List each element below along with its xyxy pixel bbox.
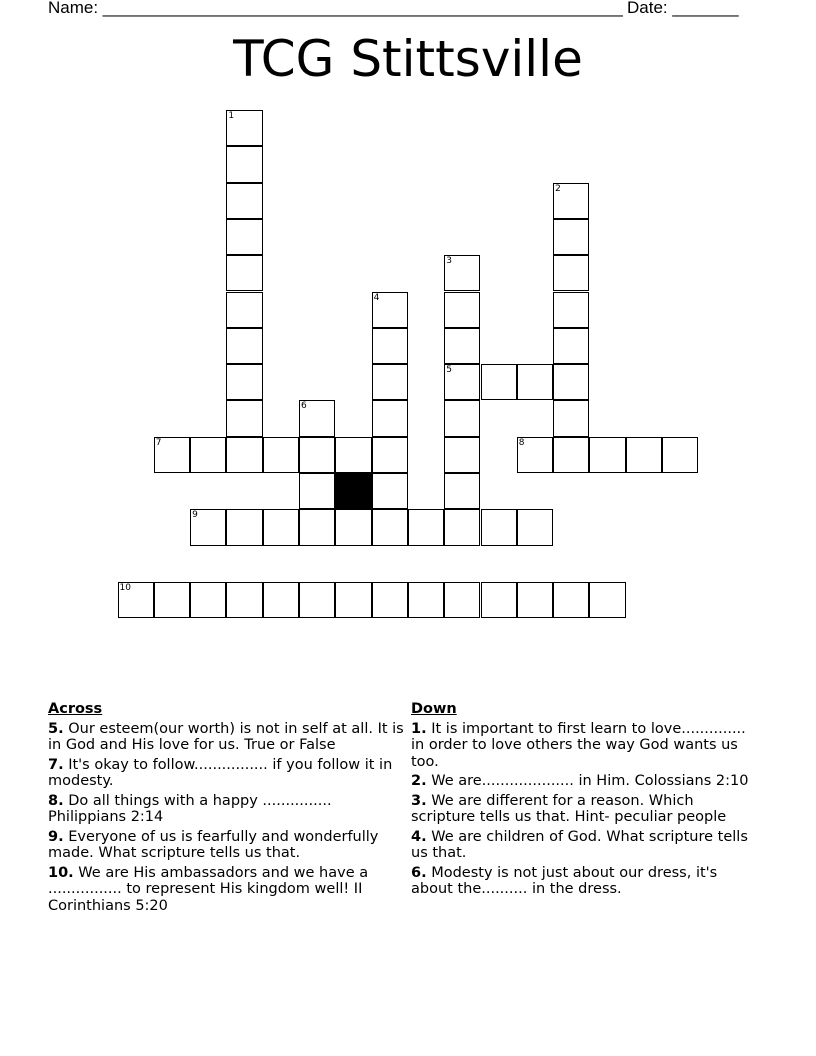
grid-cell[interactable] — [154, 437, 190, 473]
down-clue — [411, 865, 756, 898]
clue-number: 2. — [411, 773, 427, 789]
down-clue — [411, 829, 756, 862]
grid-cell[interactable] — [553, 255, 589, 291]
grid-cell[interactable] — [517, 437, 553, 473]
down-clue — [411, 793, 756, 826]
grid-cell[interactable] — [481, 509, 517, 545]
across-clue — [48, 793, 406, 826]
grid-cell[interactable] — [190, 437, 226, 473]
grid-cell[interactable] — [299, 509, 335, 545]
clue-number: 9. — [48, 828, 64, 845]
grid-cell[interactable] — [553, 582, 589, 618]
clue-number: 4 — [373, 292, 380, 303]
grid-cell[interactable] — [444, 328, 480, 364]
clue-number: 5. — [48, 720, 64, 737]
grid-cell[interactable] — [553, 292, 589, 328]
clue-number: 3. — [411, 792, 427, 809]
clue-number: 7. — [48, 756, 64, 773]
grid-cell[interactable] — [372, 582, 408, 618]
grid-cell[interactable] — [662, 437, 698, 473]
across-clue — [48, 721, 406, 754]
grid-cell[interactable] — [626, 437, 662, 473]
grid-cell[interactable] — [299, 437, 335, 473]
grid-cell[interactable] — [226, 400, 262, 436]
across-heading: Across — [48, 701, 103, 717]
clue-text: It's okay to follow................ if you follow it in modesty. — [48, 756, 393, 789]
grid-cell[interactable] — [226, 509, 262, 545]
grid-cell[interactable] — [226, 110, 262, 146]
clue-number: 9 — [192, 510, 198, 521]
grid-cell[interactable] — [226, 219, 262, 255]
grid-cell[interactable] — [553, 364, 589, 400]
clue-number: 10. — [48, 864, 74, 881]
grid-cell[interactable] — [226, 255, 262, 291]
clue-number: 1 — [228, 111, 235, 121]
grid-cell[interactable] — [226, 183, 262, 219]
clue-number: 7 — [155, 437, 162, 448]
grid-cell[interactable] — [226, 292, 262, 328]
grid-cell[interactable] — [263, 509, 299, 545]
grid-cell[interactable] — [154, 582, 190, 618]
grid-cell[interactable] — [226, 364, 262, 400]
grid-cell[interactable] — [263, 437, 299, 473]
clue-text: It is important to first learn to love.............. in order to love others the way God wants us too. — [411, 720, 746, 770]
grid-cell[interactable] — [553, 437, 589, 473]
across-clue — [48, 865, 406, 915]
grid-cell[interactable] — [408, 509, 444, 545]
grid-cell[interactable] — [299, 582, 335, 618]
down-heading: Down — [411, 701, 457, 717]
clue-text: Do all things with a happy ............... Philippians 2:14 — [48, 792, 332, 825]
grid-cell[interactable] — [444, 582, 480, 618]
grid-cell[interactable] — [553, 183, 589, 219]
down-clue — [411, 721, 756, 771]
grid-cell[interactable] — [589, 582, 625, 618]
clue-number: 8. — [48, 792, 64, 809]
grid-cell[interactable] — [444, 473, 480, 509]
clue-text: We are different for a reason. Which scripture tells us that. Hint- peculiar people — [411, 792, 727, 825]
grid-cell[interactable] — [481, 582, 517, 618]
clue-number: 8 — [518, 437, 525, 448]
clue-text: We are children of God. What scripture tells us that. — [411, 828, 748, 861]
grid-cell[interactable] — [372, 437, 408, 473]
grid-cell[interactable] — [372, 509, 408, 545]
grid-cell[interactable] — [553, 219, 589, 255]
clue-text: Everyone of us is fearfully and wonderfully made. What scripture tells us that. — [48, 828, 379, 861]
clue-number: 1. — [411, 720, 427, 737]
grid-cell[interactable] — [263, 582, 299, 618]
clue-number: 6 — [301, 401, 307, 412]
grid-cell[interactable] — [299, 473, 335, 509]
grid-cell[interactable] — [190, 582, 226, 618]
across-clue — [48, 829, 406, 862]
clue-number: 4. — [411, 828, 427, 845]
grid-cell[interactable] — [589, 437, 625, 473]
grid-cell[interactable] — [372, 328, 408, 364]
grid-cell[interactable] — [372, 473, 408, 509]
clue-number: 5 — [446, 365, 452, 376]
date-field-label: Date: _______ — [627, 0, 739, 17]
grid-cell[interactable] — [408, 582, 444, 618]
grid-cell[interactable] — [299, 400, 335, 436]
grid-cell[interactable] — [372, 364, 408, 400]
grid-cell[interactable] — [444, 292, 480, 328]
down-clues — [411, 701, 756, 901]
clue-number: 10 — [119, 582, 131, 593]
grid-cell[interactable] — [517, 582, 553, 618]
grid-cell[interactable] — [444, 255, 480, 291]
grid-cell[interactable] — [118, 582, 154, 618]
across-clues — [48, 701, 406, 917]
grid-cell[interactable] — [553, 328, 589, 364]
clue-text: Modesty is not just about our dress, it's about the.......... in the dress. — [411, 864, 718, 897]
grid-cell[interactable] — [517, 364, 553, 400]
across-clue — [48, 757, 406, 790]
grid-cell[interactable] — [226, 328, 262, 364]
clue-text: We are His ambassadors and we have a ................ to represent His kingdom well! II Corinthians 5:20 — [48, 864, 369, 914]
clue-text: We are.................... in Him. Colossians 2:10 — [426, 773, 749, 789]
clue-number: 6. — [411, 864, 427, 881]
grid-cell[interactable] — [553, 400, 589, 436]
grid-cell[interactable] — [226, 582, 262, 618]
grid-cell[interactable] — [335, 582, 371, 618]
page-title: TCG Stittsville — [233, 30, 583, 88]
grid-cell[interactable] — [444, 509, 480, 545]
grid-cell[interactable] — [517, 509, 553, 545]
grid-cell[interactable] — [190, 509, 226, 545]
grid-cell[interactable] — [226, 146, 262, 182]
down-clue — [411, 773, 756, 790]
grid-cell[interactable] — [372, 292, 408, 328]
grid-cell[interactable] — [444, 400, 480, 436]
grid-cell[interactable] — [226, 437, 262, 473]
black-square — [335, 473, 371, 509]
name-field-label: Name: _______________________________________________________ — [48, 0, 623, 17]
grid-cell[interactable] — [481, 364, 517, 400]
clue-number: 2 — [555, 183, 561, 194]
grid-cell[interactable] — [372, 400, 408, 436]
grid-cell[interactable] — [444, 364, 480, 400]
grid-cell[interactable] — [444, 437, 480, 473]
grid-cell[interactable] — [335, 509, 371, 545]
clue-number: 3 — [446, 256, 452, 267]
clue-text: Our esteem(our worth) is not in self at all. It is in God and His love for us. True or False — [48, 720, 404, 753]
grid-cell[interactable] — [335, 437, 371, 473]
